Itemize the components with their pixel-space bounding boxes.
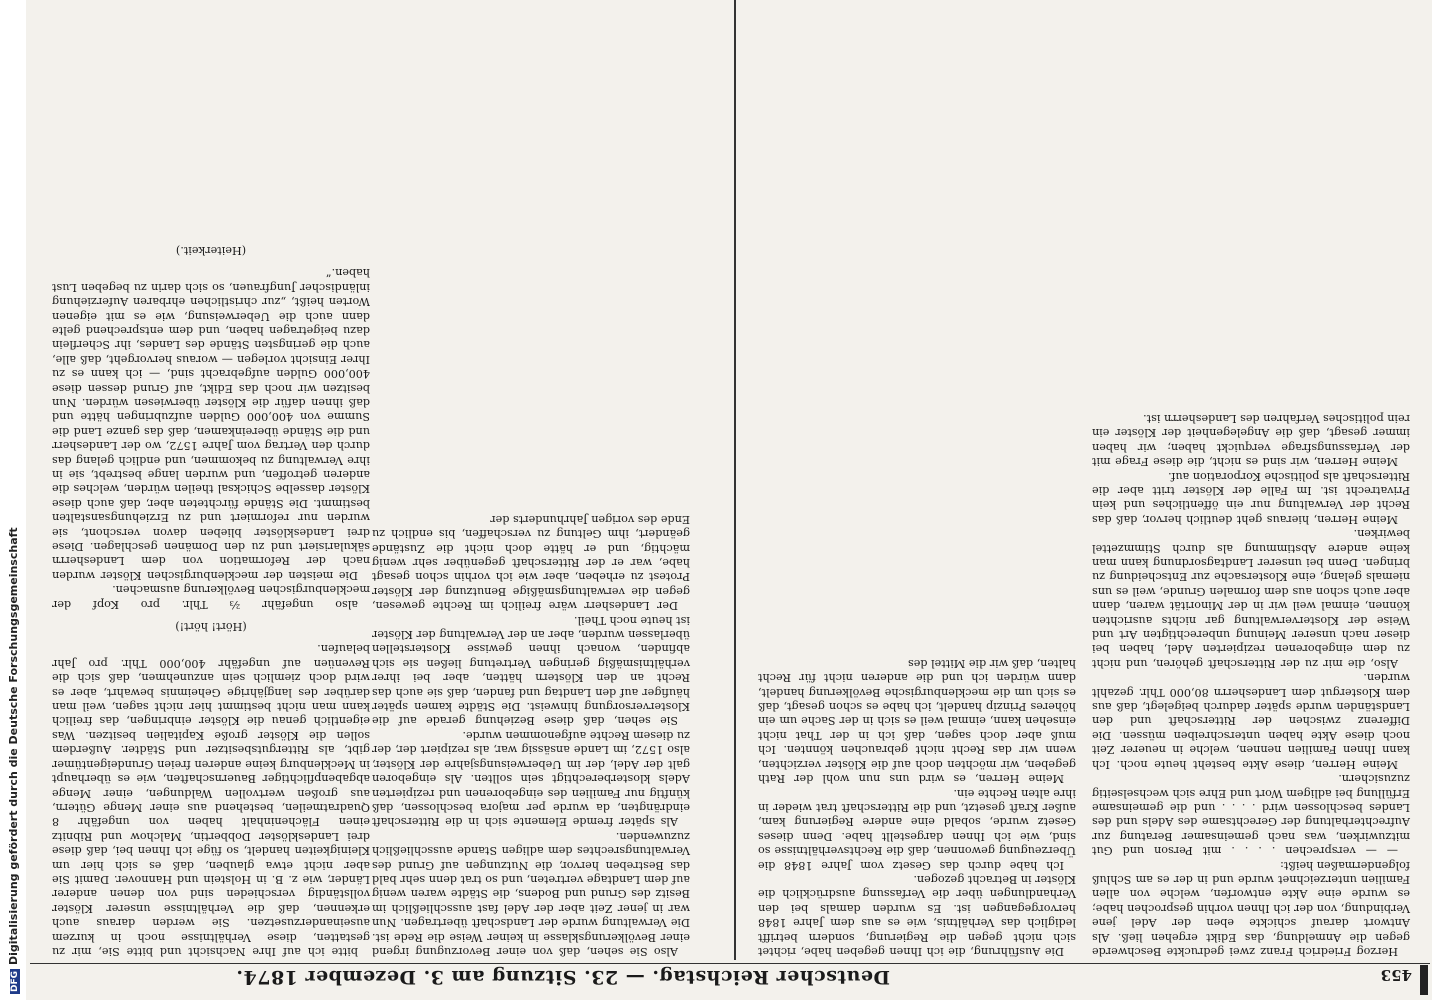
edge-mark bbox=[1420, 965, 1428, 995]
digitization-credit bbox=[7, 527, 20, 994]
running-head: Deutscher Reichstag. — 23. Sitzung am 3. Dezember 1874. bbox=[235, 966, 890, 988]
paragraph: Als später fremde Elemente sich in die Ritterschaft eindrängten, da wurde per majora beschlossen, daß künftig nur Familien des eingeborenen und rezipierten Adels klosterberechtigt sein sollten. Als eingeboren galt der Adel, der im Ueberweisungsjahre der Klöster, also 1572, im Lande ansässig war, als rezipiert der, der zu diesem Rechte aufgenommen wurde. bbox=[372, 728, 690, 829]
paragraph: Ich habe durch das Gesetz vom Jahre 1848 die Überzeugung gewonnen, daß die Rechtsverhältnisse so sind, wie ich Ihnen dargestellt habe. Denn dieses Gesetz wurde, sobald eine andere Regierung kam, außer Kraft gesetzt, und die Ritterschaft trat wieder in ihre alten Rechte ein. bbox=[758, 786, 1076, 872]
paragraph: Meine Herren, hieraus geht deutlich hervor, daß das Recht der Verwaltung nur ein öffentliches und kein Privatrecht ist. Im Falle der Klöster tritt aber die Ritterschaft als politische Korporation auf. bbox=[1092, 469, 1410, 526]
paragraph: Der Landesherr wäre freilich im Rechte gewesen, gegen die verwaltungsmäßige Benutzung der Klöster Protest zu erheben, aber wie ich vorhin schon gesagt habe, war er der Ritterschaft gegenüber sehr wenig mächtig, und er hätte doch nicht die Zustände geändert, ihm Geltung zu verschaffen, bis endlich zu Ende des vorigen Jahrhunderts der bbox=[372, 512, 690, 613]
paragraph: Sie sehen, daß diese Beziehung gerade auf die Klosterversorgung hinweist. Die Städte kamen später häufiger auf den Landtag und fanden, daß sie auch das Recht an den Klöstern hätten, aber bei ihrer verhältnismäßig geringen Vertretung ließen sie sich abfinden, wonach ihnen gewisse Klosterstellen überlassen wurden, aber an der Verwaltung der Klöster ist heute noch Theil. bbox=[372, 613, 690, 728]
page-number: 453 bbox=[1380, 966, 1412, 984]
header-rule bbox=[30, 963, 1430, 964]
paragraph: also ungefähr ²⁄₃ Thlr. pro Kopf der mecklenburgischen Bevölkerung ausmachen. bbox=[52, 583, 370, 611]
paragraph: Also Sie sehen, daß von einer Bevorzugung irgend einer Bevölkerungsklasse in keiner Weise die Rede ist. Die Verwaltung wurde der Landschaft übertragen. Nun war in jener Zeit aber der Adel fast ausschließlich im Besitz des Grund und Bodens, die Städte waren wenig auf dem Landtage vertreten, und so trat denn sehr bald das Bestreben hervor, die Nutzungen auf Grund des Verwaltungsrechtes dem adligen Stande ausschließlich zuzuwenden. bbox=[372, 829, 690, 958]
paragraph: Meine Herren, wir sind es nicht, die diese Frage mit der Verfassungsfrage verquickt haben; wir haben immer gesagt, daß die Angelegenheit der Klöster ein rein politisches Verfahren des Landesherrn ist. bbox=[1092, 411, 1410, 469]
paragraph: (Hört! hört!) bbox=[175, 620, 247, 634]
paragraph: — — versprechen . . . . mit Person und Gut mitzuwirken, was nach gemeinsamer Beratung zur Aufrechterhaltung der Gerechtsame des Adels und des Landes beschlossen wird . . . . und die gemeinsame Erfüllung bei adligem Wort und Ehre sich wechselseitig zuzusichern. bbox=[1092, 772, 1410, 858]
credit-sidebar bbox=[0, 0, 26, 1000]
column-1 bbox=[1092, 411, 1410, 958]
rotated-content bbox=[30, 0, 1430, 1000]
paragraph: Meine Herren, diese Akte besteht heute noch. Ich kann Ihnen Familien nennen, welche in neuerer Zeit noch diese Akte haben unterschreiben müssen. Die Differenz zwischen der Ritterschaft und den Landständen wurde später dadurch beigelegt, daß aus dem Klostergut dem Landesherrn 80,000 Thlr. gezahlt wurden. bbox=[1092, 671, 1410, 771]
paragraph: bitte ich auf Ihre Nachsicht und bitte Sie, mir zu gestatten, diese Verhältnisse noch in kurzem auseinanderzusetzen. Sie werden daraus auch erkennen, daß die Verhältnisse unserer Klöster vollständig verschieden sind von denen anderer Länder, wie z. B. in Holstein und Hannover. Damit Sie aber nicht etwa glauben, daß es sich hier um Kleinigkeiten handelt, so füge ich Ihnen bei, daß diese drei Landesklöster Dobbertin, Malchow und Ribnitz einen Flächeninhalt haben von ungefähr 8 Quadratmeilen, bestehend aus einer Menge Gütern, aus großen wertvollen Waldungen, einer Menge abgabenpflichtiger Bauernschaften, wie es überhaupt in Mecklenburg keine anderen freien Grundeigentümer gibt, als Rittergutsbesitzer und Städter. Außerdem sollen die Klöster große Kapitalien besitzen. Was eigentlich genau die Klöster einbringen, das freilich kann man nicht bestimmt hier nicht sagen, weil man darüber des langjährige Geheimnis bewahrt, aber es wird doch ziemlich sein anzunehmen, daß sich die Revenüen auf ungefähr 400,000 Thlr. pro Jahr belaufen. bbox=[52, 642, 370, 958]
paragraph: Die Ausführung, die ich Ihnen gegeben habe, richtet sich nicht gegen die Regierung, sondern betrifft lediglich das Verhältnis, wie es aus dem Jahre 1848 hervorgegangen ist. Es wurden damals bei den Verhandlungen über die Verfassung ausdrücklich die Klöster in Betracht gezogen. bbox=[758, 872, 1076, 958]
paragraph: Meine Herren, es wird uns nun wohl der Rath gegeben, wir möchten doch auf die Klöster verzichten, wenn wir das Recht nicht gebrauchen könnten. Ich muß aber doch sagen, daß ich in der That nicht einsehen kann, einmal weil es sich in der Sache um ein höheres Prinzip handelt, ich habe es schon gesagt, daß es sich um die mecklenburgische Bevölkerung handelt, dann würden ich und die anderen nicht für Recht halten, daß wir die Mittel des bbox=[758, 656, 1076, 786]
paragraph: Herzog Friedrich Franz zwei gedruckte Beschwerde gegen die Anmeldung, das Edikt ergehen ließ. Als Antwort darauf schickte eben der Adel jene Verbindung, von der ich Ihnen vorhin gesprochen habe; es wurde eine Akte entworfen, welche von allen Familien unterzeichnet wurde und in der es am Schluß folgendermaßen heißt: bbox=[1092, 858, 1410, 958]
credit-text: Digitalisierung gefördert durch die Deutsche Forschungsgemeinschaft bbox=[7, 527, 20, 965]
dfg-logo: DFG bbox=[10, 970, 20, 992]
column-2 bbox=[758, 655, 1076, 958]
paragraph: Die meisten der mecklenburgischen Klöster wurden nach der Reformation von dem Landesherrn säkularisiert und zu den Domänen geschlagen. Diese drei Landesklöster blieben davon verschont, sie wurden nur reformiert und zu Erziehungsanstalten bestimmt. Die Stände fürchteten aber, daß auch diese Klöster dasselbe Schicksal theilen würden, welches die anderen getroffen, und wurden lange bestrebt, sie in ihre Verwaltung zu bekommen, und endlich gelang das durch den Vertrag vom Jahre 1572, wo der Landesherr und die Stände übereinkamen, daß das ganze Land die Summe von 400,000 Gulden aufzubringen hätte und daß ihnen dafür die Klöster überwiesen würden. Nun besitzen wir noch das Edikt, auf Grund dessen diese 400,000 Gulden aufgebracht sind, — ich kann es zu Ihrer Einsicht vorlegen — woraus hervorgeht, daß alle, auch die geringsten Stände des Landes, ihr Scherflein dazu beigetragen haben, und dem entsprechend gelte dann auch die Ueberweisung, wie es mit eigenen Worten heißt, „zur christlichen ehrbaren Auferziehung inländischer Jungfrauen, so sich darin zu begeben Lust haben.“ bbox=[52, 266, 370, 582]
paragraph: (Heiterkeit.) bbox=[175, 243, 247, 257]
paragraph: Also, die mir zu der Ritterschaft gehören, und nicht zu dem eingeborenen rezipierten Adel, haben bei dieser nach unserer Meinung unberechtigten Art und Weise der Klosterverwaltung gar nichts ausrichten können, einmal weil wir in der Minorität waren, dann aber auch schon aus dem formalen Grunde, weil es uns niemals gelang, eine Klostersache zur Entscheidung zu bringen. Denn bei unserer Landtagsordnung kann man keine andere Abstimmung als durch Stimmzettel bewirken. bbox=[1092, 527, 1410, 670]
column-4 bbox=[52, 235, 370, 959]
column-divider bbox=[734, 0, 736, 960]
page-header bbox=[30, 960, 1430, 990]
column-3 bbox=[372, 511, 690, 958]
